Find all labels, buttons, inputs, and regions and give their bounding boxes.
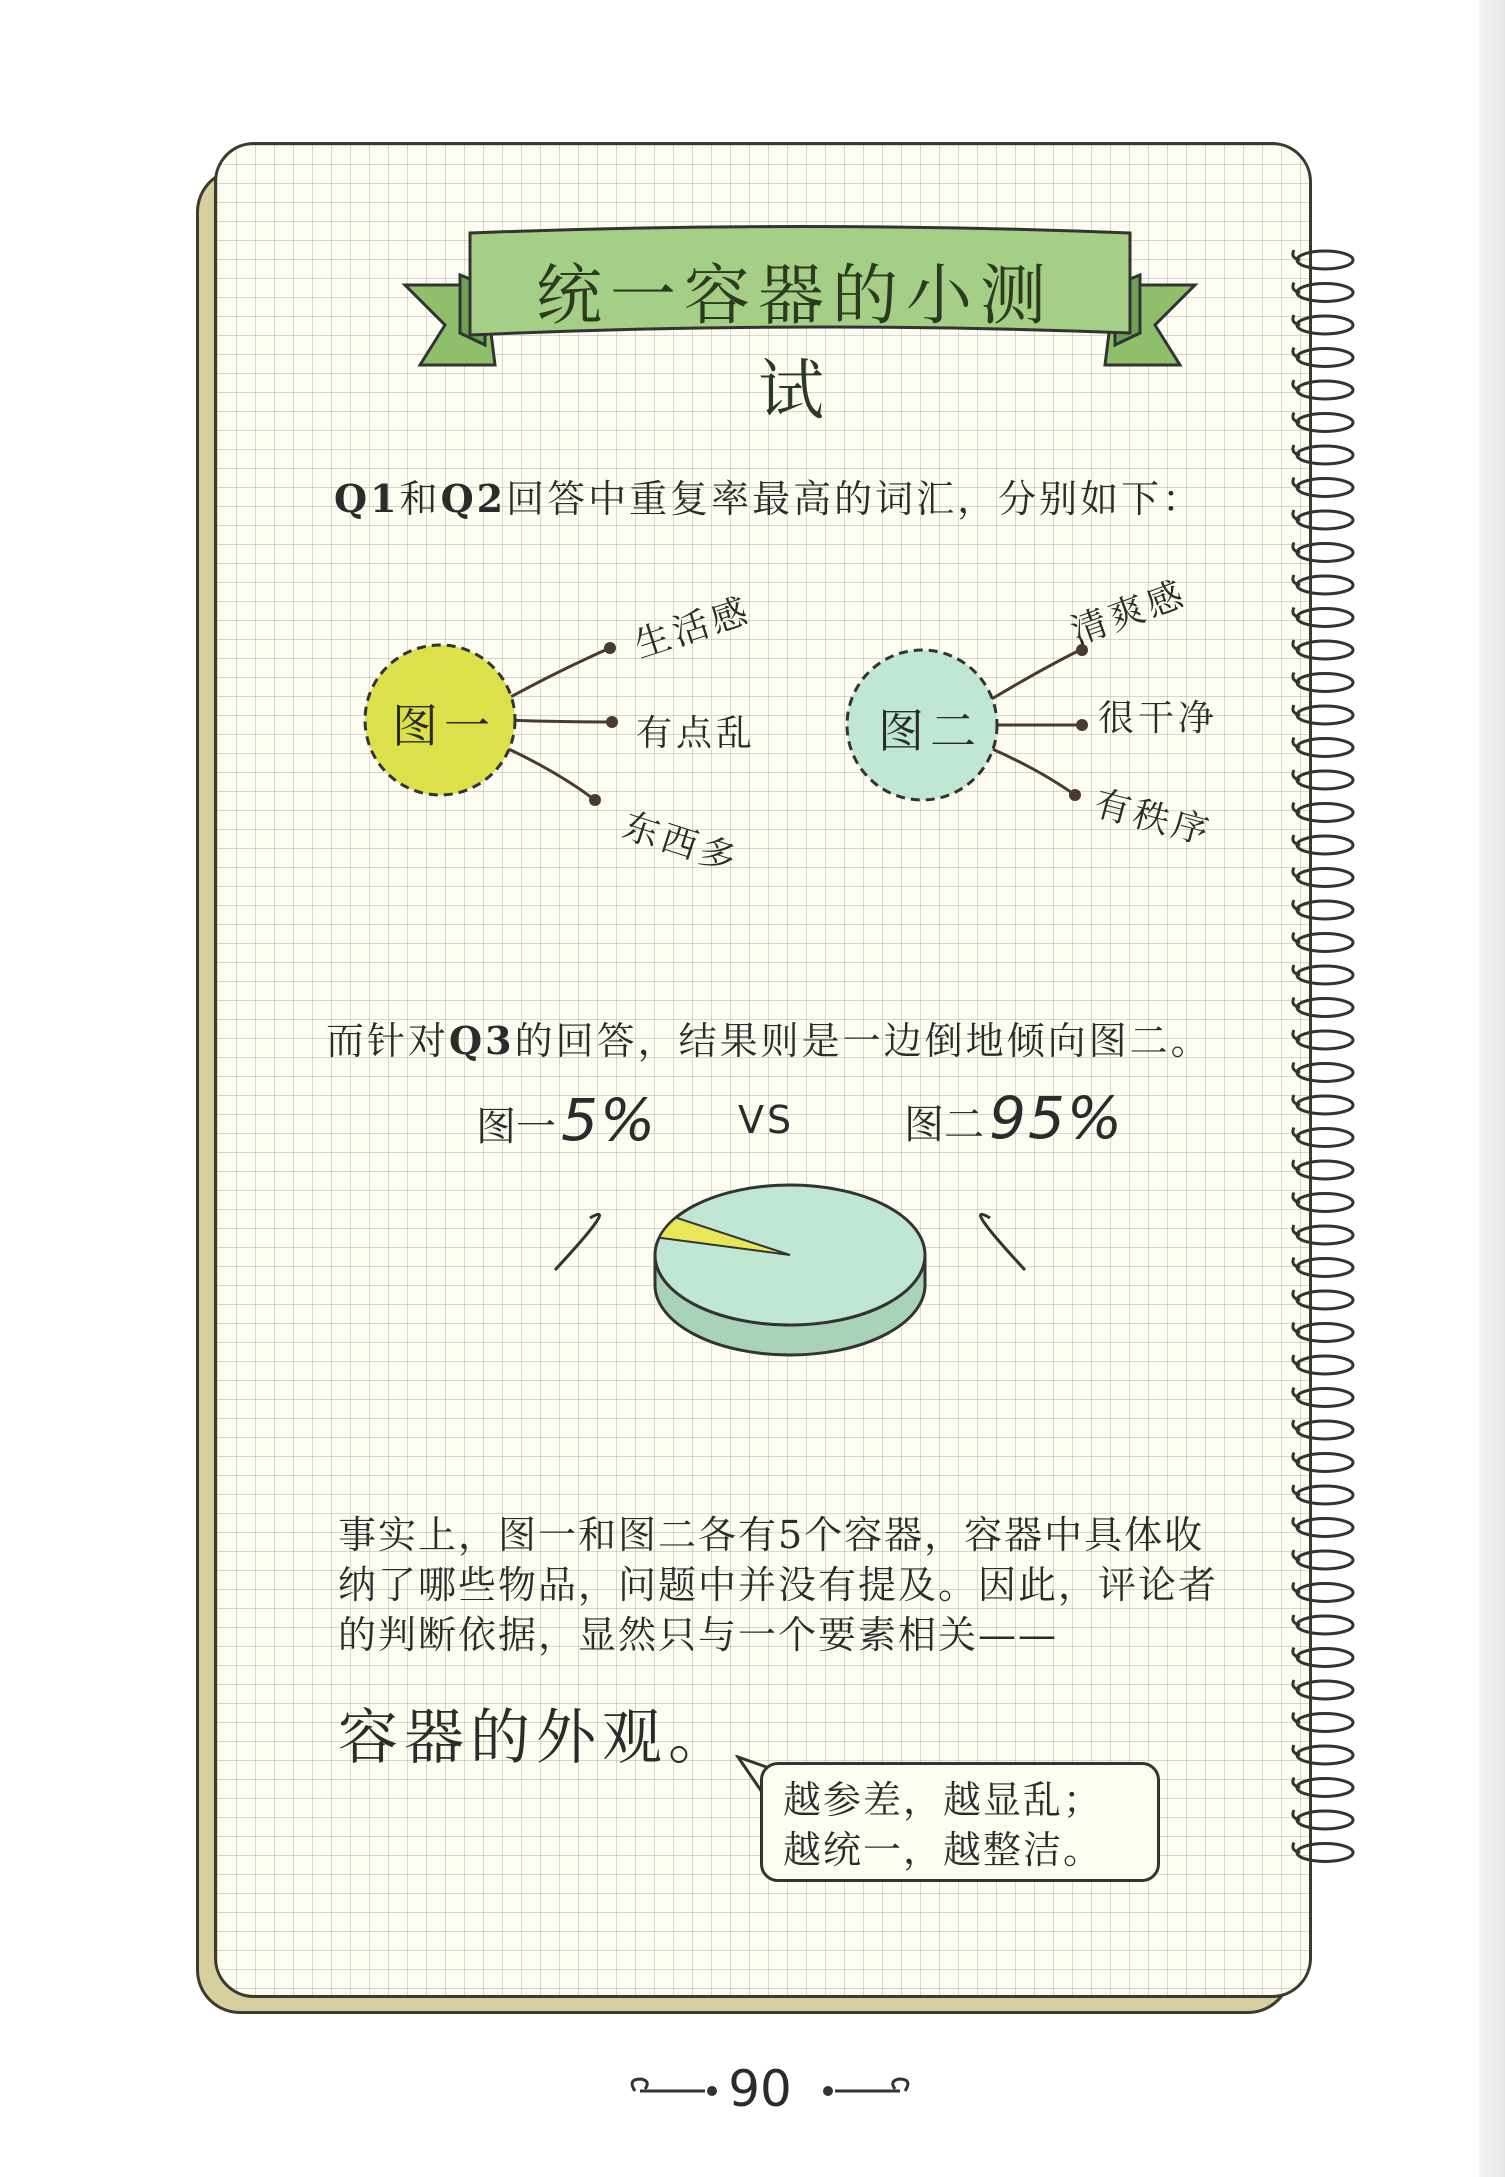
intro-rest: 回答中重复率最高的词汇，分别如下： — [506, 477, 1204, 521]
figure-two-word-2: 很干净 — [1098, 698, 1219, 739]
figure-two-word-3: 有秩序 — [1089, 783, 1217, 854]
spiral-ring — [1297, 1064, 1353, 1082]
pie-right-label: 图二 — [904, 1102, 984, 1148]
spiral-ring — [1297, 1356, 1353, 1374]
q3-line — [326, 1010, 1212, 1065]
q2-label: Q2 — [440, 476, 507, 521]
spiral-ring — [1297, 1194, 1353, 1212]
pie-right-connector — [981, 1214, 1025, 1270]
spiral-ring — [1297, 1649, 1353, 1667]
word-map-lines — [0, 0, 1505, 1000]
spiral-ring — [1297, 1779, 1353, 1797]
spiral-ring — [1297, 1746, 1353, 1764]
spiral-ring — [1297, 1226, 1353, 1244]
spiral-ring — [1297, 1454, 1353, 1472]
spiral-ring — [1297, 1584, 1353, 1602]
bubble-line-2: 越统一，越整洁。 — [783, 1828, 1104, 1872]
spiral-ring — [1297, 1551, 1353, 1569]
figure-two-label: 图二 — [878, 704, 982, 758]
spiral-ring — [1297, 1129, 1353, 1147]
spiral-ring — [1297, 1811, 1353, 1829]
pie-left-label: 图一 — [476, 1104, 556, 1150]
pie-right-value: 95% — [989, 1084, 1125, 1152]
spiral-ring — [1297, 1389, 1353, 1407]
spiral-ring — [1297, 1161, 1353, 1179]
q1-label: Q1 — [334, 476, 400, 521]
spiral-ring — [1297, 1031, 1353, 1049]
spiral-ring — [1297, 1096, 1353, 1114]
q3-label: Q3 — [449, 1018, 515, 1063]
figure-two-word-1: 清爽感 — [1065, 573, 1193, 654]
spiral-ring — [1297, 1486, 1353, 1504]
spiral-ring — [1297, 1259, 1353, 1277]
spiral-ring — [1297, 1519, 1353, 1537]
spiral-ring — [1297, 1681, 1353, 1699]
spiral-ring — [1297, 999, 1353, 1017]
figure-one-word-3: 东西多 — [617, 805, 745, 882]
conclusion-text: 容器的外观。 — [338, 1703, 734, 1773]
spiral-ring — [1297, 1421, 1353, 1439]
page-number: 90 — [728, 2060, 792, 2118]
pie-left-caption — [476, 1086, 657, 1154]
figure-one-label: 图一 — [392, 699, 496, 753]
spiral-ring — [1297, 1714, 1353, 1732]
pie-left-connector — [555, 1214, 599, 1270]
page-title: 统一容器的小测试 — [536, 257, 1054, 429]
spiral-ring — [1297, 1324, 1353, 1342]
figure-one-word-2: 有点乱 — [636, 713, 757, 754]
q3-prefix: 而针对 — [326, 1019, 450, 1063]
spiral-ring — [1297, 1844, 1353, 1862]
bubble-line-1: 越参差，越显乱； — [783, 1778, 1104, 1822]
pie-chart — [540, 1150, 1040, 1360]
spiral-ring — [1297, 1291, 1353, 1309]
spiral-ring — [1297, 1616, 1353, 1634]
q3-rest: 的回答，结果则是一边倒地倾向图二。 — [514, 1019, 1212, 1063]
explanation-paragraph: 事实上，图一和图二各有5个容器，容器中具体收纳了哪些物品，问题中并没有提及。因此，评论者的判断依据，显然只与一个要素相关—— — [338, 1513, 1219, 1657]
pie-right-caption — [904, 1084, 1124, 1152]
vs-label: VS — [738, 1098, 795, 1142]
figure-one-word-1: 生活感 — [629, 590, 757, 667]
pie-left-value: 5% — [561, 1086, 658, 1154]
speech-bubble — [760, 1762, 1160, 1882]
intro-and: 和 — [399, 477, 441, 521]
